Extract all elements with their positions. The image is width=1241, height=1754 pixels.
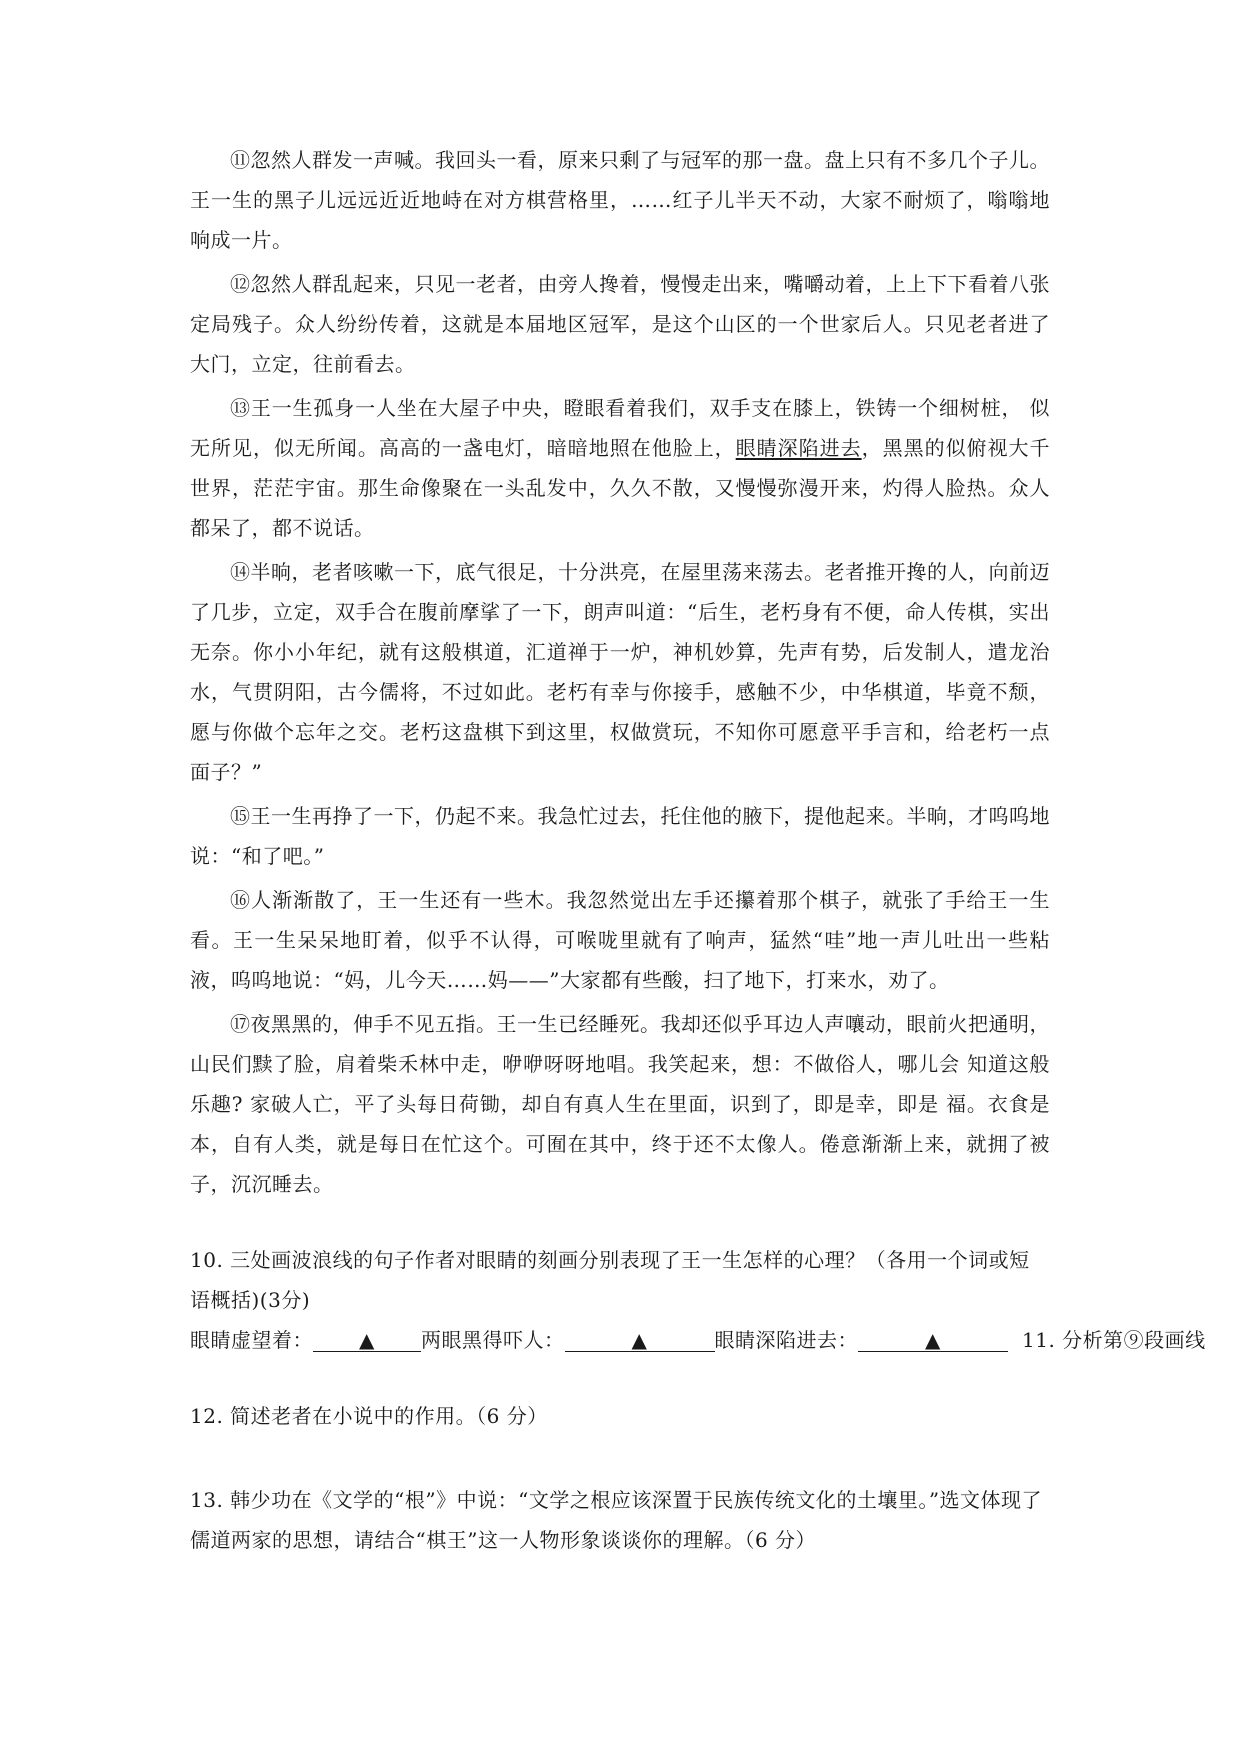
paragraph-15: ⑮王一生再挣了一下，仍起不来。我急忙过去，托住他的腋下，提他起来。半晌，才呜呜地说：“和了吧。” (190, 804, 1050, 868)
answer-blank-3[interactable]: ▲ (858, 1329, 1008, 1352)
question-10: 10. 三处画波浪线的句子作者对眼睛的刻画分别表现了王一生怎样的心理？（各用一个词或短语概括)(3分) (190, 1248, 1030, 1312)
paragraph-12: ⑫忽然人群乱起来，只见一老者，由旁人搀着，慢慢走出来，嘴嚼动着，上上下下看着八张定局残子。众人纷纷传着，这就是本届地区冠军，是这个山区的一个世家后人。只见老者进了大门，立定，往前看去。 (190, 272, 1050, 376)
answer-blank-2[interactable]: ▲ (565, 1329, 715, 1352)
paragraph-13-after: ，黑黑的似俯视大千世界，茫茫宇宙。那生命像聚在一头乱发中，久久不散，又慢慢弥漫开来，灼得人脸热。众人都呆了，都不说话。 (190, 436, 1051, 540)
question-11: 11. 分析第⑨段画线 (1022, 1328, 1206, 1352)
question-12: 12. 简述老者在小说中的作用。（6 分） (190, 1404, 548, 1428)
paragraph-16: ⑯人渐渐散了，王一生还有一些木。我忽然觉出左手还攥着那个棋子，就张了手给王一生看。王一生呆呆地盯着，似乎不认得，可喉咙里就有了响声，猛然“哇”地一声儿吐出一些粘液，呜呜地说：“妈，儿今天……妈——”大家都有些酸，扫了地下，打来水，劝了。 (190, 888, 1050, 992)
paragraph-13 (190, 388, 1050, 548)
answer-blank-1[interactable]: ▲ (313, 1329, 421, 1352)
answer-label-1: 眼睛虚望着： (190, 1328, 313, 1352)
question-13: 13. 韩少功在《文学的“根”》中说：“文学之根应该深置于民族传统文化的土壤里。”选文体现了儒道两家的思想，请结合“棋王”这一人物形象谈谈你的理解。（6 分） (190, 1488, 1043, 1552)
document-page (190, 140, 1206, 1560)
answer-label-2: 两眼黑得吓人： (421, 1328, 565, 1352)
underlined-phrase: 眼睛深陷进去 (735, 436, 862, 460)
paragraph-17: ⑰夜黑黑的，伸手不见五指。王一生已经睡死。我却还似乎耳边人声嚷动，眼前火把通明，山民们黩了脸，肩着柴禾林中走，咿咿呀呀地唱。我笑起来，想：不做俗人，哪儿会 知道这般乐趣? 家破人亡，平了头每日荷锄，却自有真人生在里面，识到了，即是幸，即是 福。衣食是本，自有人类，就是每日在忙这个。可囿在其中，终于还不太像人。倦意渐渐上来，就拥了被子，沉沉睡去。 (190, 1012, 1050, 1196)
answer-label-3: 眼睛深陷进去： (714, 1328, 858, 1352)
paragraph-13-before: ⑬王一生孤身一人坐在大屋子中央，瞪眼看着我们，双手支在膝上，铁铸一个细树桩， 似无所见，似无所闻。高高的一盏电灯，暗暗地照在他脸上， (190, 396, 1050, 460)
paragraph-11: ⑪忽然人群发一声喊。我回头一看，原来只剩了与冠军的那一盘。盘上只有不多几个子儿。王一生的黑子儿远远近近地峙在对方棋营格里，……红子儿半天不动，大家不耐烦了，嗡嗡地响成一片。 (190, 148, 1050, 252)
question-10-answer-line (190, 1320, 1206, 1360)
paragraph-14: ⑭半晌，老者咳嗽一下，底气很足，十分洪亮，在屋里荡来荡去。老者推开搀的人，向前迈了几步，立定，双手合在腹前摩挲了一下，朗声叫道：“后生，老朽身有不便，命人传棋，实出无奈。你小小年纪，就有这般棋道，汇道禅于一炉，神机妙算，先声有势，后发制人，遣龙治水，气贯阴阳，古今儒将，不过如此。老朽有幸与你接手，感触不少，中华棋道，毕竟不颓，愿与你做个忘年之交。老朽这盘棋下到这里，权做赏玩，不知你可愿意平手言和，给老朽一点面子？” (190, 560, 1050, 784)
